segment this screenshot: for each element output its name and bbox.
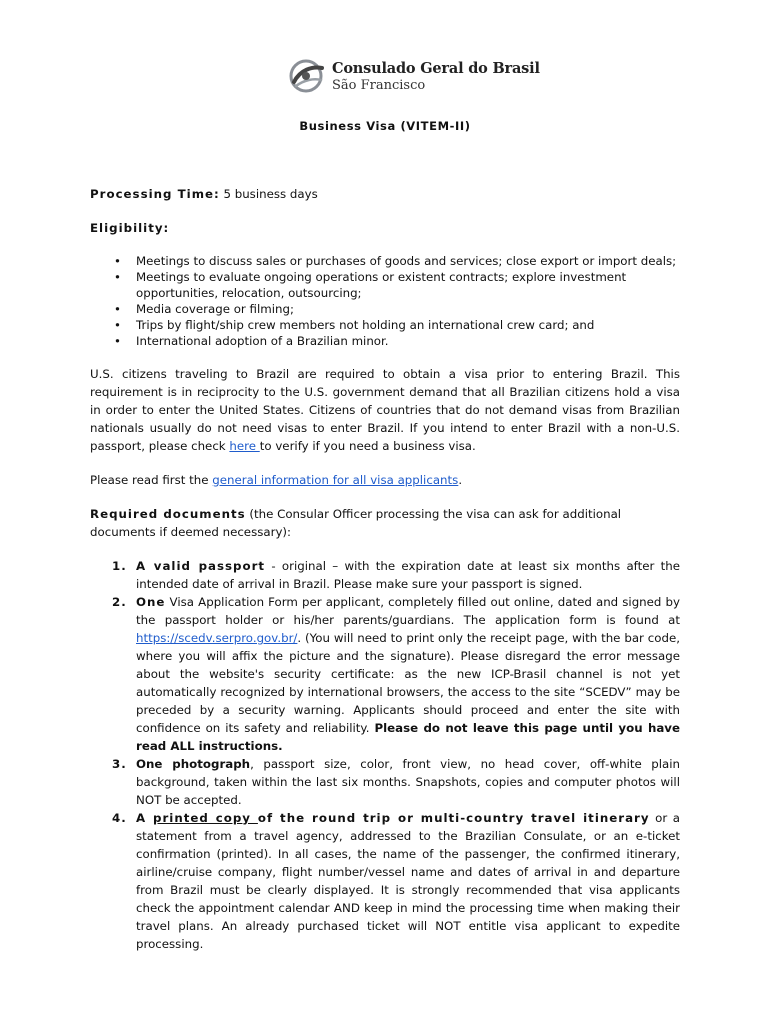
check-visa-link[interactable]: here bbox=[229, 439, 260, 453]
list-item bbox=[90, 557, 680, 593]
document-warning: Please do not leave this page until you have read ALL instructions. bbox=[136, 721, 680, 753]
citizens-text: U.S. citizens traveling to Brazil are required to obtain a visa prior to entering Brazil. This requirement is in reciprocity to the U.S. government demand that all Brazilian citizens hold a visa in order to enter the United States. Citizens of countries that do not demand visas from Brazilian nationals usually do not need visas to enter Brazil. If you intend to enter Brazil with a non-U.S. passport, please check bbox=[90, 367, 680, 453]
list-item bbox=[90, 755, 680, 809]
consulate-logo bbox=[288, 56, 540, 102]
required-documents-note: (the Consular Officer processing the visa can ask for additional documents if deemed necessary): bbox=[90, 507, 622, 539]
eligibility-item-text: Meetings to discuss sales or purchases of goods and services; close export or import deals; bbox=[136, 254, 677, 268]
eligibility-list bbox=[90, 253, 680, 349]
item-number: 3. bbox=[112, 757, 127, 771]
eligibility-label: Eligibility: bbox=[90, 221, 170, 235]
general-info-link[interactable]: general information for all visa applicants bbox=[212, 473, 459, 487]
citizens-paragraph bbox=[90, 365, 680, 455]
logo-subtitle: São Francisco bbox=[332, 78, 426, 93]
logo-title: Consulado Geral do Brasil bbox=[332, 60, 540, 77]
eligibility-heading bbox=[90, 219, 680, 237]
item-number: 2. bbox=[112, 595, 127, 609]
bullet-icon: • bbox=[114, 254, 121, 268]
processing-time-label: Processing Time: bbox=[90, 187, 220, 201]
bullet-icon: • bbox=[114, 270, 121, 284]
document-body bbox=[90, 185, 680, 953]
list-item bbox=[90, 333, 680, 349]
document-text: or a statement from a travel agency, addressed to the Brazilian Consulate, or an e-ticket confirmation (printed). In all cases, the name of the passenger, the confirmed itinerary, airline/cruise company, flight number/vessel name and dates of arrival in and departure from Brazil must be clearly displayed. It is strongly recommended that visa applicants check the appointment calendar AND keep in mind the processing time when making their travel plans. An already purchased ticket will NOT entitle visa applicant to expedite processing. bbox=[136, 811, 680, 951]
bullet-icon: • bbox=[114, 302, 121, 316]
eligibility-item-text: Trips by flight/ship crew members not holding an international crew card; and bbox=[136, 318, 595, 332]
document-title: of the round trip or multi-country travel itinerary bbox=[257, 811, 650, 825]
list-item bbox=[90, 317, 680, 333]
read-first-paragraph bbox=[90, 471, 680, 489]
list-item bbox=[90, 269, 680, 301]
document-title: One bbox=[136, 595, 166, 609]
processing-time bbox=[90, 185, 680, 203]
consulate-emblem-icon bbox=[288, 56, 328, 96]
citizens-text-end: to verify if you need a business visa. bbox=[259, 439, 476, 453]
processing-time-value: 5 business days bbox=[219, 187, 318, 201]
required-documents-label: Required documents bbox=[90, 507, 246, 521]
document-title-underlined: printed copy bbox=[153, 811, 258, 825]
scedv-link[interactable]: https://scedv.serpro.gov.br/ bbox=[136, 631, 298, 645]
required-documents-intro bbox=[90, 505, 680, 541]
eligibility-item-text: Media coverage or filming; bbox=[136, 302, 294, 316]
document-text-continued: . (You will need to print only the receipt page, with the bar code, where you will affix the picture and the signature). Please disregard the error message about the website's security certificate: as the new ICP-Brasil channel is not yet automatically recognized by international browsers, the access to the site “SCEDV” may be preceded by a security warning. Applicants should proceed and enter the site with confidence on its safety and reliability. bbox=[136, 631, 680, 735]
list-item bbox=[90, 253, 680, 269]
read-first-text: Please read first the bbox=[90, 473, 213, 487]
document-text: - original – with the expiration date at least six months after the intended date of arrival in Brazil. Please make sure your passport is signed. bbox=[136, 559, 680, 591]
document-title: One photograph bbox=[136, 757, 251, 771]
list-item bbox=[90, 301, 680, 317]
eligibility-item-text: Meetings to evaluate ongoing operations or existent contracts; explore investment opportunities, relocation, outsourcing; bbox=[136, 270, 627, 300]
page-title: Business Visa (VITEM-II) bbox=[299, 119, 471, 133]
document-text: Visa Application Form per applicant, completely filled out online, dated and signed by the passport holder or his/her parents/guardians. The application form is found at bbox=[136, 595, 680, 627]
document-title-start: A bbox=[136, 811, 154, 825]
bullet-icon: • bbox=[114, 318, 121, 332]
list-item bbox=[90, 809, 680, 953]
item-number: 4. bbox=[112, 811, 127, 825]
item-number: 1. bbox=[112, 559, 127, 573]
list-item bbox=[90, 593, 680, 755]
read-first-end: . bbox=[458, 473, 463, 487]
bullet-icon: • bbox=[114, 334, 121, 348]
required-documents-list bbox=[90, 557, 680, 953]
document-text: , passport size, color, front view, no head cover, off-white plain background, taken within the last six months. Snapshots, copies and computer photos will NOT be accepted. bbox=[136, 757, 681, 807]
eligibility-item-text: International adoption of a Brazilian minor. bbox=[136, 334, 389, 348]
document-title: A valid passport bbox=[136, 559, 266, 573]
